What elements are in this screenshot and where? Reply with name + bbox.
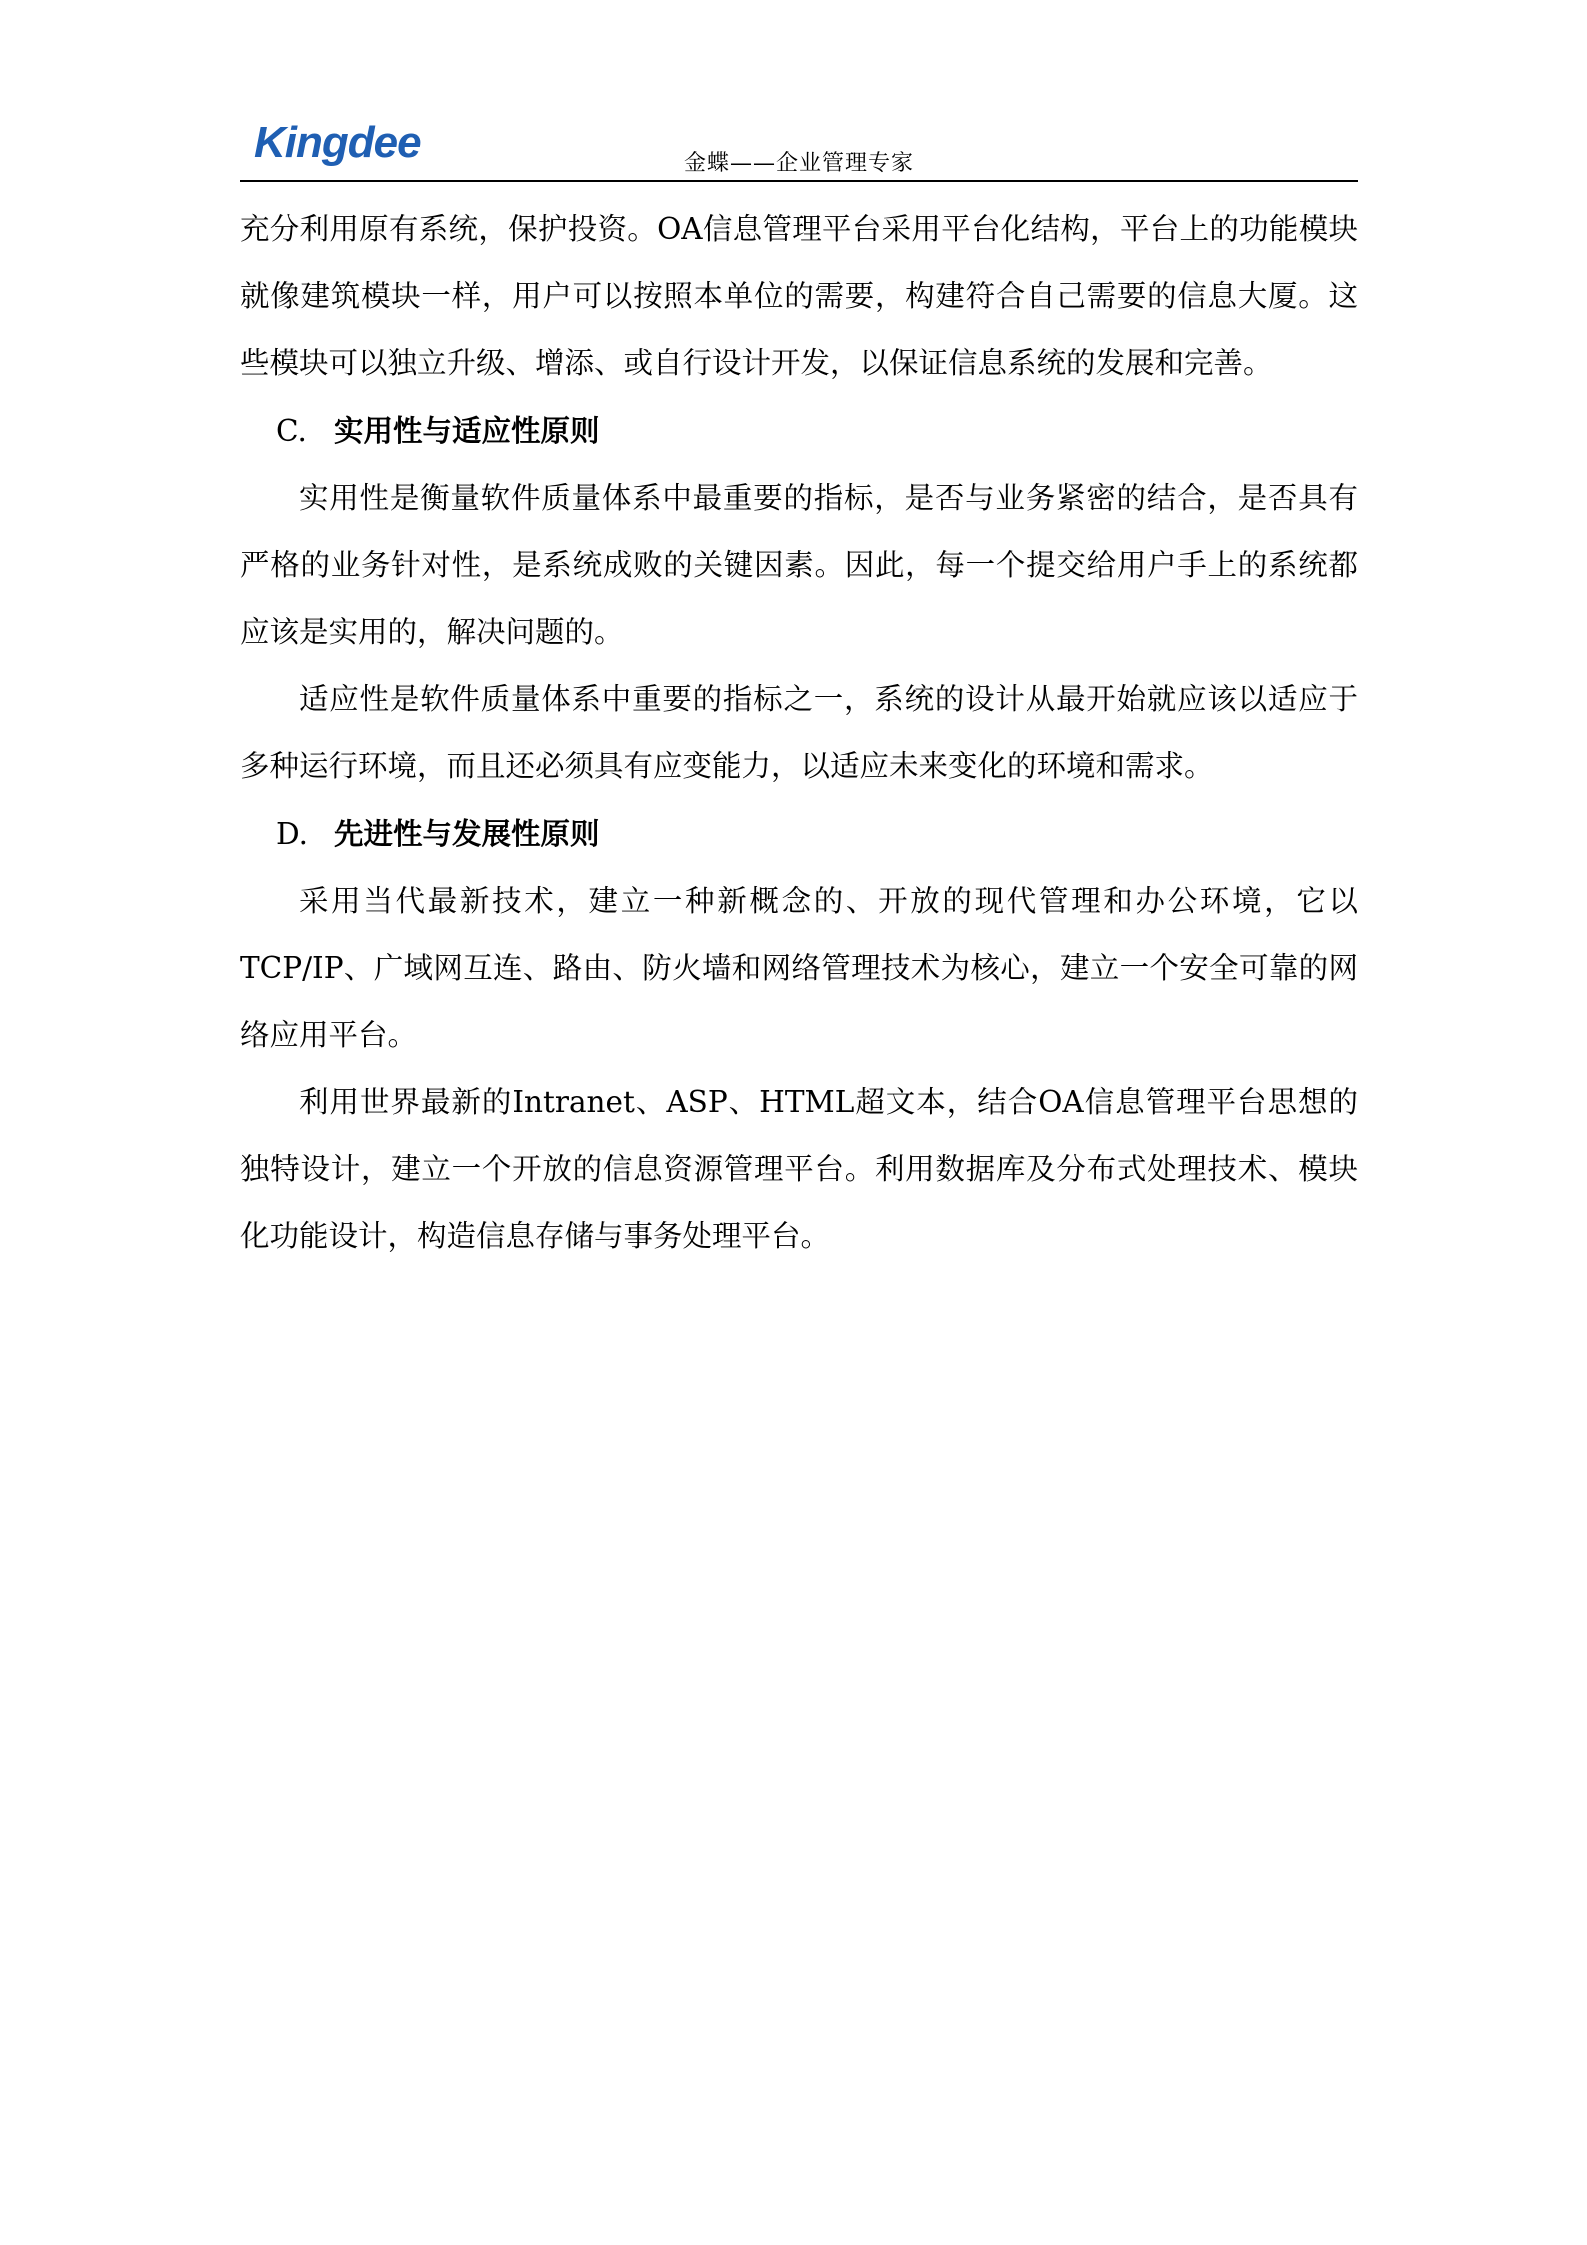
section-title-c: 实用性与适应性原则 — [334, 413, 600, 448]
section-heading-c — [240, 397, 1358, 465]
section-title-d: 先进性与发展性原则 — [334, 816, 600, 851]
paragraph-continuation: 充分利用原有系统，保护投资。OA信息管理平台采用平台化结构，平台上的功能模块就像建筑模块一样，用户可以按照本单位的需要，构建符合自己需要的信息大厦。这些模块可以独立升级、增添、或自行设计开发，以保证信息系统的发展和完善。 — [240, 212, 1358, 380]
paragraph-adaptability: 适应性是软件质量体系中重要的指标之一，系统的设计从最开始就应该以适应于多种运行环境，而且还必须具有应变能力，以适应未来变化的环境和需求。 — [240, 682, 1358, 783]
header-title: 金蝶——企业管理专家 — [683, 151, 914, 176]
section-marker-c: C. — [276, 414, 307, 448]
paragraph-practicality: 实用性是衡量软件质量体系中最重要的指标，是否与业务紧密的结合，是否具有严格的业务针对性，是系统成败的关键因素。因此，每一个提交给用户手上的系统都应该是实用的，解决问题的。 — [240, 481, 1358, 649]
section-heading-d — [240, 800, 1358, 868]
kingdee-logo: Kingdee — [254, 118, 421, 167]
paragraph-development: 利用世界最新的Intranet、ASP、HTML超文本，结合OA信息管理平台思想的独特设计，建立一个开放的信息资源管理平台。利用数据库及分布式处理技术、模块化功能设计，构造信息存储与事务处理平台。 — [240, 1085, 1358, 1253]
section-marker-d: D. — [276, 817, 308, 851]
paragraph-advanced-tech: 采用当代最新技术，建立一种新概念的、开放的现代管理和办公环境，它以TCP/IP、广域网互连、路由、防火墙和网络管理技术为核心，建立一个安全可靠的网络应用平台。 — [240, 884, 1358, 1052]
document-body — [240, 196, 1358, 1270]
page-header — [240, 108, 1358, 182]
